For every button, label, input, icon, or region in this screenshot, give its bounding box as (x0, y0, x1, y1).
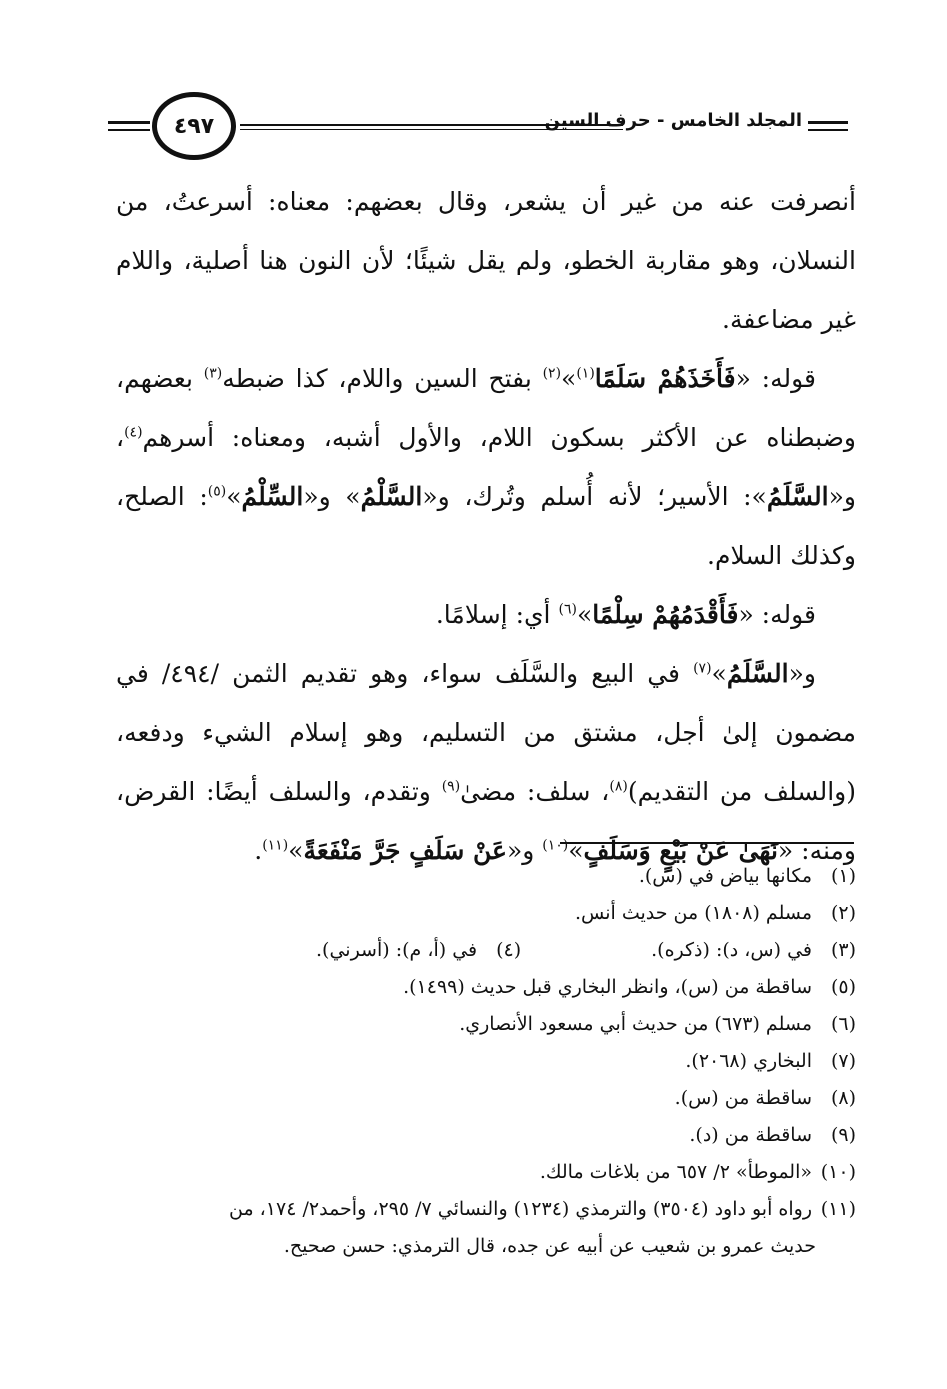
quran-quote: فَأَقْدَمُهُمْ سِلْمًا (592, 600, 739, 629)
page-number: ٤٩٧ (173, 113, 215, 139)
text-run: . (254, 836, 263, 865)
footnote-11 (110, 1191, 856, 1265)
footnote-number: (٣) (830, 939, 856, 961)
footnote-number: (٨) (830, 1087, 856, 1109)
footnote-7 (110, 1043, 856, 1080)
footnote-1 (110, 858, 856, 895)
text-run: قوله: « (738, 600, 816, 629)
text-run: » (226, 482, 242, 511)
footnote-text: في (س، د): (ذكره). (651, 939, 812, 961)
footnote-text: ساقطة من (د). (689, 1124, 812, 1146)
footnote-2 (110, 895, 856, 932)
text-run: و« (506, 836, 543, 865)
paragraph-2 (116, 349, 856, 585)
footnote-5 (110, 969, 856, 1006)
footnote-number: (١٠) (820, 1161, 856, 1183)
footnote-number: (١) (830, 865, 856, 887)
hadith-quote: نَهَىٰ عَنْ بَيْعٍ وَسَلَفٍ (583, 836, 778, 865)
quoted-term: السِّلْمُ (241, 482, 304, 511)
footnotes (110, 858, 856, 1265)
footnote-ref: (٧) (693, 660, 712, 677)
text-run: بعضهم، وضبطناه عن الأكثر بسكون اللام، والأول أشبه، ومعناه: أسرهم (116, 364, 856, 452)
text-run: » (576, 600, 593, 629)
text-run: بفتح السين واللام، كذا ضبطه (222, 364, 543, 393)
footnote-8 (110, 1080, 856, 1117)
text-run: » (568, 836, 584, 865)
footnote-3-4 (110, 932, 856, 969)
text-run: » (288, 836, 304, 865)
page-header (108, 88, 848, 166)
text-run: قوله: « (735, 364, 816, 393)
text-run: و« (788, 659, 816, 688)
footnote-number: (١١) (820, 1198, 856, 1220)
text-run: في البيع والسَّلَف سواء، وهو تقديم الثمن /٤٩٤/ في مضمون إلىٰ أجل، مشتق من التسليم، وهو إسلام الشيء ودفعه، (والسلف من التقديم) (116, 659, 856, 806)
quran-quote: فَأَخَذَهُمْ سَلَمًا (594, 364, 736, 393)
running-head: المجلد الخامس - حرف السين (544, 110, 802, 131)
text-run: » (711, 659, 727, 688)
footnote-number: (٤) (496, 939, 522, 961)
footnote-number: (٩) (830, 1124, 856, 1146)
hadith-quote: عَنْ سَلَفٍ جَرَّ مَنْفَعَةً (303, 836, 507, 865)
text-run: : الصلح، وكذلك السلام. (116, 482, 856, 570)
footnote-text: ساقطة من (س). (674, 1087, 812, 1109)
footnote-ref: (٤) (124, 424, 143, 441)
main-text (116, 172, 856, 880)
paragraph-3 (116, 585, 856, 644)
footnote-text: مسلم (٦٧٣) من حديث أبي مسعود الأنصاري. (459, 1013, 812, 1035)
footnote-number: (٦) (830, 1013, 856, 1035)
header-rule-left (108, 121, 150, 131)
footnote-text: «الموطأ» ٢/ ٦٥٧ من بلاغات مالك. (539, 1161, 812, 1183)
footnote-text: البخاري (٢٠٦٨). (685, 1050, 812, 1072)
quoted-term: السَّلَمُ (726, 659, 789, 688)
text-run: ، و« (116, 423, 856, 511)
text-run: أي: إسلامًا. (435, 600, 559, 629)
footnote-ref: (٢) (542, 365, 562, 382)
footnote-number: (٧) (830, 1050, 856, 1072)
text-run: ، سلف: مضىٰ (460, 777, 610, 806)
paragraph-1: أنصرفت عنه من غير أن يشعر، وقال بعضهم: معناه: أسرعتُ، من النسلان، وهو مقاربة الخطو، ولم يقل شيئًا؛ لأن النون هنا أصلية، واللام غير مضاعفة. (116, 187, 856, 334)
footnote-text: رواه أبو داود (٣٥٠٤) والترمذي (١٢٣٤) والنسائي ٧/ ٢٩٥، وأحمد٢/ ١٧٤، من (228, 1198, 812, 1220)
text-run: » (561, 364, 577, 393)
text-run: وتقدم، والسلف أيضًا: القرض، ومنه: « (116, 777, 856, 865)
footnote-6 (110, 1006, 856, 1043)
footnote-ref: (٦) (558, 601, 577, 618)
footnote-separator (560, 842, 854, 844)
footnote-9 (110, 1117, 856, 1154)
header-rule-right (808, 121, 848, 131)
footnote-text: في (أ، م): (أسرني). (316, 939, 478, 961)
footnote-text: ساقطة من (س)، وانظر البخاري قبل حديث (١٤٩٩). (403, 976, 812, 998)
footnote-ref: (١) (576, 365, 595, 382)
page-number-badge (152, 92, 236, 160)
quoted-term: السَّلَمُ (766, 482, 829, 511)
footnote-ref: (٣) (203, 365, 223, 382)
footnote-ref: (٨) (609, 778, 628, 795)
footnote-number: (٥) (830, 976, 856, 998)
paragraph-4 (116, 644, 856, 880)
footnote-text: مسلم (١٨٠٨) من حديث أنس. (574, 902, 812, 924)
footnote-ref: (١٠) (542, 837, 569, 854)
footnote-ref: (٩) (441, 778, 461, 795)
footnote-10 (110, 1154, 856, 1191)
footnote-ref: (١١) (262, 837, 289, 854)
footnote-number: (٢) (830, 902, 856, 924)
footnote-ref: (٥) (207, 483, 227, 500)
footnote-text: مكانها بياض في (س). (638, 865, 812, 887)
text-run: » و« (303, 482, 361, 511)
quoted-term: السَّلْمُ (360, 482, 423, 511)
footnote-text-continued: حديث عمرو بن شعيب عن أبيه عن جده، قال الترمذي: حسن صحيح. (283, 1235, 816, 1257)
text-run: »: الأسير؛ لأنه أُسلم وتُرك، و« (422, 482, 767, 511)
